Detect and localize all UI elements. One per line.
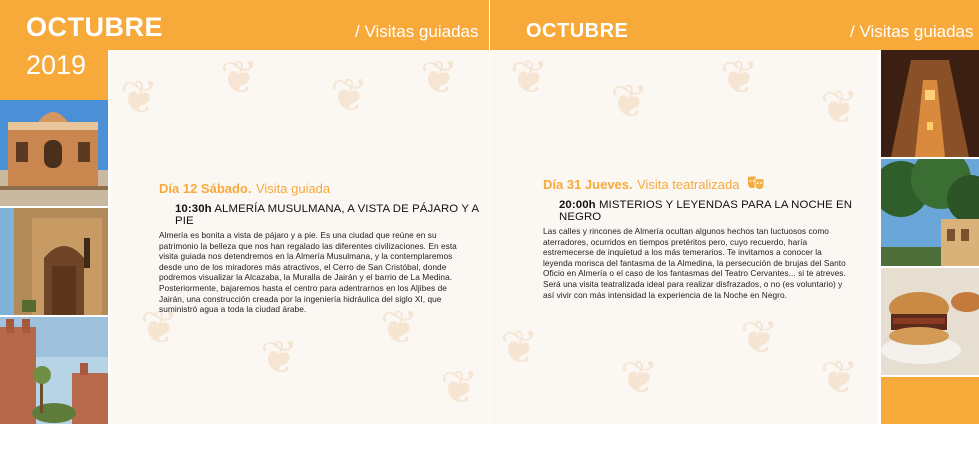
church-door-photo-illustration <box>0 208 108 315</box>
photo-church-door <box>0 208 108 315</box>
autumn-leaf-icon: ❦ <box>820 351 859 403</box>
event-day31 <box>543 176 873 300</box>
autumn-leaf-icon: ❦ <box>620 351 659 403</box>
description-line: Oficio en Almería o el caso de los fantasmas del Teatro Cervantes... si te atreves. <box>543 268 846 279</box>
description-line: Almería es bonita a vista de pájaro y a pie. Es una ciudad que reúne en su <box>159 230 437 240</box>
cathedral-photo-illustration <box>0 317 108 424</box>
photo-cathedral <box>0 317 108 424</box>
photo-trees <box>881 159 979 266</box>
description-line: patrimonio la belleza que nos han regalado las diferentes civilizaciones. En esta <box>159 240 457 251</box>
autumn-leaf-icon: ❦ <box>420 51 459 103</box>
event-kind-label: Visita teatralizada <box>637 177 740 192</box>
event-title-text: ALMERÍA MUSULMANA, A VISTA DE PÁJARO Y A PIE <box>175 203 479 227</box>
trees-photo-illustration <box>881 159 979 266</box>
left-month-title: OCTUBRE <box>26 12 163 42</box>
event-description <box>543 226 873 300</box>
year-label: 2019 <box>26 50 87 80</box>
event-day-label: Día 12 Sábado. <box>159 181 252 196</box>
photo-palace <box>0 100 108 206</box>
description-line: Posteriormente, bajaremos hasta el centro para adentrarnos en los Aljibes de <box>159 282 447 293</box>
left-page <box>0 0 489 468</box>
autumn-leaf-icon: ❦ <box>740 311 779 363</box>
palace-photo-illustration <box>0 100 108 206</box>
description-line: Será una visita teatralizada ideal para realizar disfrazados, o no (es voluntario) y <box>543 278 843 289</box>
event-time: 10:30h <box>175 203 212 215</box>
photo-food <box>881 268 979 375</box>
event-title-text: MISTERIOS Y LEYENDAS PARA LA NOCHE EN NEGRO <box>559 199 853 223</box>
autumn-leaf-icon: ❦ <box>260 331 299 383</box>
event-day12 <box>159 180 479 315</box>
event-description <box>159 230 479 315</box>
photo-tunnel <box>881 50 979 157</box>
autumn-leaf-icon: ❦ <box>140 301 179 353</box>
description-line: así vivir con más intensidad la experiencia de la Noche en Negro. <box>543 289 787 300</box>
orange-block <box>881 377 979 424</box>
event-time: 20:00h <box>559 199 596 211</box>
autumn-leaf-icon: ❦ <box>440 361 479 413</box>
theatre-masks-icon <box>747 176 765 190</box>
event-title <box>159 203 479 227</box>
description-line: estremecerse de inquietud a los más temerarios. Te invitamos a conocer la <box>543 247 822 258</box>
autumn-leaf-icon: ❦ <box>610 75 649 127</box>
autumn-leaf-icon: ❦ <box>380 301 419 353</box>
right-section-label: / Visitas guiadas <box>850 22 974 41</box>
autumn-leaf-icon: ❦ <box>220 51 259 103</box>
left-section-label: / Visitas guiadas <box>355 22 479 41</box>
autumn-leaf-icon: ❦ <box>330 69 369 121</box>
right-header <box>490 0 979 50</box>
description-line: podremos visualizar la Alcazaba, la Muralla de Jairán y el barrio de La Medina. <box>159 272 453 283</box>
left-content-panel <box>110 50 489 424</box>
event-day-label: Día 31 Jueves. <box>543 177 633 192</box>
autumn-leaf-icon: ❦ <box>720 51 759 103</box>
description-line: Las calles y rincones de Almería ocultan algunos hechos tan luctuosos como <box>543 226 829 236</box>
autumn-leaf-icon: ❦ <box>510 51 549 103</box>
right-page <box>490 0 979 468</box>
description-line: suministró agua a toda la ciudad árabe. <box>159 304 307 315</box>
autumn-leaf-icon: ❦ <box>500 321 539 373</box>
autumn-leaf-icon: ❦ <box>820 81 859 133</box>
right-month-title: OCTUBRE <box>526 20 629 42</box>
right-content-panel <box>490 50 878 424</box>
autumn-leaf-icon: ❦ <box>120 71 159 123</box>
event-title <box>543 199 873 223</box>
food-photo-illustration <box>881 268 979 375</box>
event-kind-label: Visita guiada <box>255 181 331 196</box>
description-line: Jairán, una construcción creada por la ingeniería hidráulica del siglo XI, que <box>159 293 442 304</box>
description-line: desde uno de los miradores más atractivos, el Cerro de San Cristóbal, donde <box>159 261 447 272</box>
description-line: visita guiada nos detendremos en la Almería Musulmana, y la contemplaremos <box>159 251 453 262</box>
description-line: leyenda morisca del fantasma de la Almedina, la persecución de brujas del Santo <box>543 257 846 268</box>
tunnel-photo-illustration <box>881 50 979 157</box>
description-line: aterradores, ocurridos en tiempos pretéritos pero, cuyo recuerdo, haría <box>543 236 808 247</box>
left-header <box>0 0 489 50</box>
